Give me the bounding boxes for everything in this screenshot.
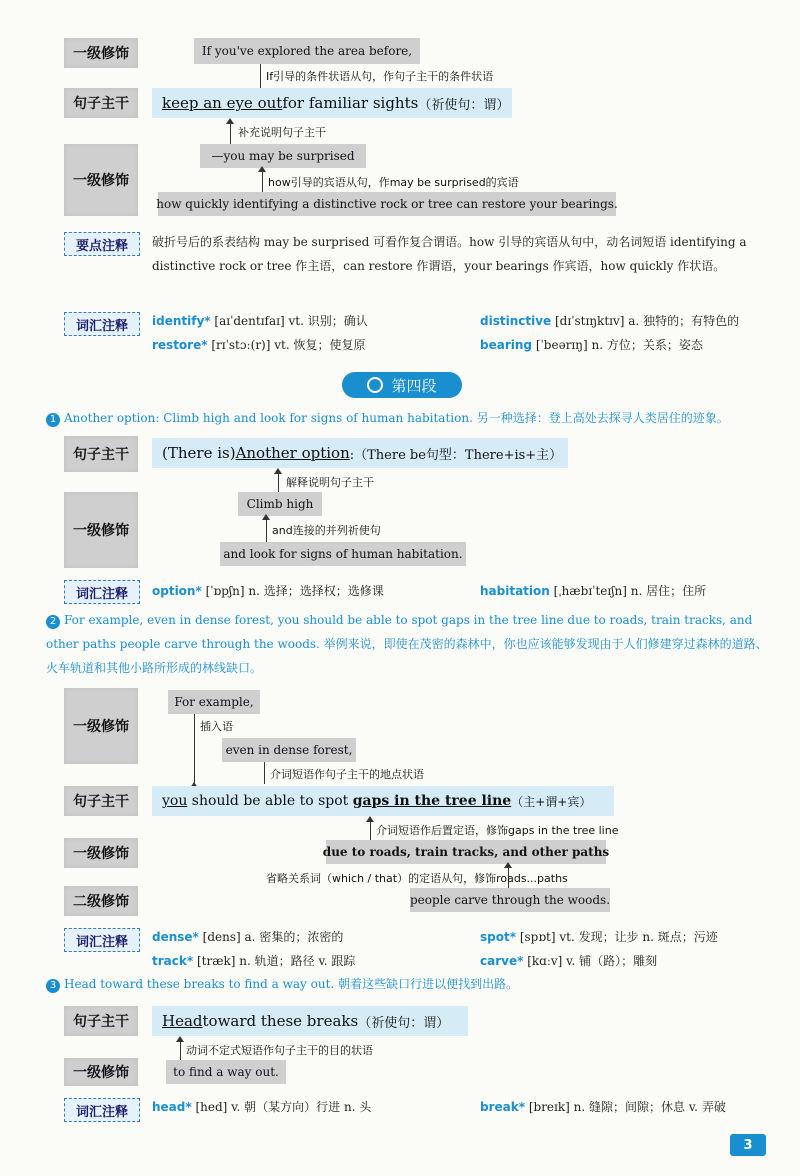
search-icon xyxy=(367,377,383,393)
section-heading: 第四段 xyxy=(342,372,462,398)
note-prep: 介词短语作句子主干的地点状语 xyxy=(270,768,424,781)
tag-first-modifier: 一级修饰 xyxy=(64,492,138,568)
sentence-1: 1 Another option: Climb high and look for signs of human habitation. 另一种选择：登上高处去探寻人类居住的迹象。 xyxy=(46,406,786,430)
vocab-item: distinctive [dɪˈstɪŋktɪv] a. 独特的；有特色的 xyxy=(480,314,740,328)
arrow xyxy=(366,816,374,822)
arrow xyxy=(176,1036,184,1042)
main-verb: keep an eye out xyxy=(162,94,283,112)
vocab-item: dense* [dens] a. 密集的；浓密的 xyxy=(152,930,344,944)
dash-clause-box: —you may be surprised xyxy=(200,144,366,168)
note-insert: 插入语 xyxy=(200,720,233,733)
note-how-clause: how引导的宾语从句，作may be surprised的宾语 xyxy=(268,176,519,189)
vocab-item: head* [hed] v. 朝（某方向）行进 n. 头 xyxy=(152,1100,372,1114)
connector xyxy=(194,714,195,784)
sentence-number: 2 xyxy=(46,615,60,629)
tag-first-modifier: 一级修饰 xyxy=(64,1058,138,1086)
vocab-item: habitation [ˌhæbɪˈteɪʃn] n. 居住；住所 xyxy=(480,584,707,598)
vocab-item: break* [breɪk] n. 缝隙；间隙；休息 v. 弄破 xyxy=(480,1100,726,1114)
sentence-number: 1 xyxy=(46,413,60,427)
tag-first-modifier: 一级修饰 xyxy=(64,688,138,764)
key-notes-text: 破折号后的系表结构 may be surprised 可看作复合谓语。how 引导的宾语从句中，动名词短语 identifying a distinctive rock or tree 作主语，can restore 作谓语，your bearings 作宾语，how quickly 作状语。 xyxy=(152,235,747,273)
arrow xyxy=(504,862,512,868)
arrow xyxy=(274,468,282,474)
vocab-item: spot* [spɒt] vt. 发现；让步 n. 斑点；污迹 xyxy=(480,930,718,944)
tag-vocab: 词汇注释 xyxy=(64,312,140,336)
note-infinitive: 动词不定式短语作句子主干的目的状语 xyxy=(186,1044,373,1057)
tag-first-modifier: 一级修饰 xyxy=(64,838,138,868)
tag-main-clause: 句子主干 xyxy=(64,436,138,472)
connector xyxy=(264,762,265,784)
vocab-item: restore* [rɪˈstɔː(r)] vt. 恢复；使复原 xyxy=(152,338,366,352)
main-clause-box: Head toward these breaks （祈使句：谓） xyxy=(152,1006,468,1036)
tag-vocab: 词汇注释 xyxy=(64,580,140,604)
people-box: people carve through the woods. xyxy=(410,888,610,912)
vocab-item: bearing [ˈbeərɪŋ] n. 方位；关系；姿态 xyxy=(480,338,703,352)
note-omit: 省略关系词（which / that）的定语从句，修饰roads...paths xyxy=(266,872,568,885)
tag-vocab: 词汇注释 xyxy=(64,928,140,952)
main-subject: Another option xyxy=(235,444,350,462)
tag-first-modifier: 一级修饰 xyxy=(64,144,138,216)
and-clause-box: and look for signs of human habitation. xyxy=(220,542,466,566)
tag-vocab: 词汇注释 xyxy=(64,1098,140,1122)
arrow xyxy=(258,166,266,172)
tag-first-modifier: 一级修饰 xyxy=(64,38,138,68)
tag-second-modifier: 二级修饰 xyxy=(64,886,138,916)
main-clause-box: (There is) Another option :（There be句型：There+is+主） xyxy=(152,438,568,468)
tag-main-clause: 句子主干 xyxy=(64,786,138,816)
for-example-box: For example, xyxy=(168,690,260,714)
vocab-item: track* [træk] n. 轨道；路径 v. 跟踪 xyxy=(152,954,356,968)
note-explain: 解释说明句子主干 xyxy=(286,476,374,489)
climb-box: Climb high xyxy=(238,492,322,516)
note-supplement: 补充说明句子主干 xyxy=(238,126,326,139)
tag-key-notes: 要点注释 xyxy=(64,232,140,256)
if-clause-box: If you've explored the area before, xyxy=(194,38,420,64)
vocab-item: option* [ˈɒpʃn] n. 选择；选择权；选修课 xyxy=(152,584,384,598)
to-clause-box: to find a way out. xyxy=(166,1060,286,1084)
arrow xyxy=(226,118,234,124)
sentence-number: 3 xyxy=(46,979,60,993)
main-clause-box xyxy=(152,88,512,118)
note-post: 介词短语作后置定语，修饰gaps in the tree line xyxy=(376,824,619,837)
arrow xyxy=(262,514,270,520)
how-clause-box: how quickly identifying a distinctive rock or tree can restore your bearings. xyxy=(158,192,616,216)
main-rest: for familiar sights xyxy=(282,94,419,112)
main-clause-box: you should be able to spot gaps in the tree line （主+谓+宾） xyxy=(152,786,614,816)
tag-main-clause: 句子主干 xyxy=(64,88,138,118)
note-if-clause: If引导的条件状语从句，作句子主干的条件状语 xyxy=(266,70,494,83)
due-to-box: due to roads, train tracks, and other paths xyxy=(326,840,606,864)
sentence-2: 2 For example, even in dense forest, you should be able to spot gaps in the tree line due to roads, train tracks, and other paths people carve through the woods. 举例来说，即使在茂密的森林中，你也应该能够发现由于人们修建穿过森林的道路、火车轨道和其他小路所形成的林线缺口。 xyxy=(46,613,768,675)
vocab-item: identify* [aɪˈdentɪfaɪ] vt. 识别；确认 xyxy=(152,314,368,328)
note-and: and连接的并列祈使句 xyxy=(272,524,381,537)
even-box: even in dense forest, xyxy=(222,738,356,762)
vocab-item: carve* [kɑːv] v. 铺（路）；雕刻 xyxy=(480,954,658,968)
main-type: （祈使句：谓） xyxy=(418,97,510,113)
sentence-3: 3 Head toward these breaks to find a way out. 朝着这些缺口行进以便找到出路。 xyxy=(46,972,776,996)
page-number: 3 xyxy=(730,1134,766,1156)
tag-main-clause: 句子主干 xyxy=(64,1006,138,1036)
